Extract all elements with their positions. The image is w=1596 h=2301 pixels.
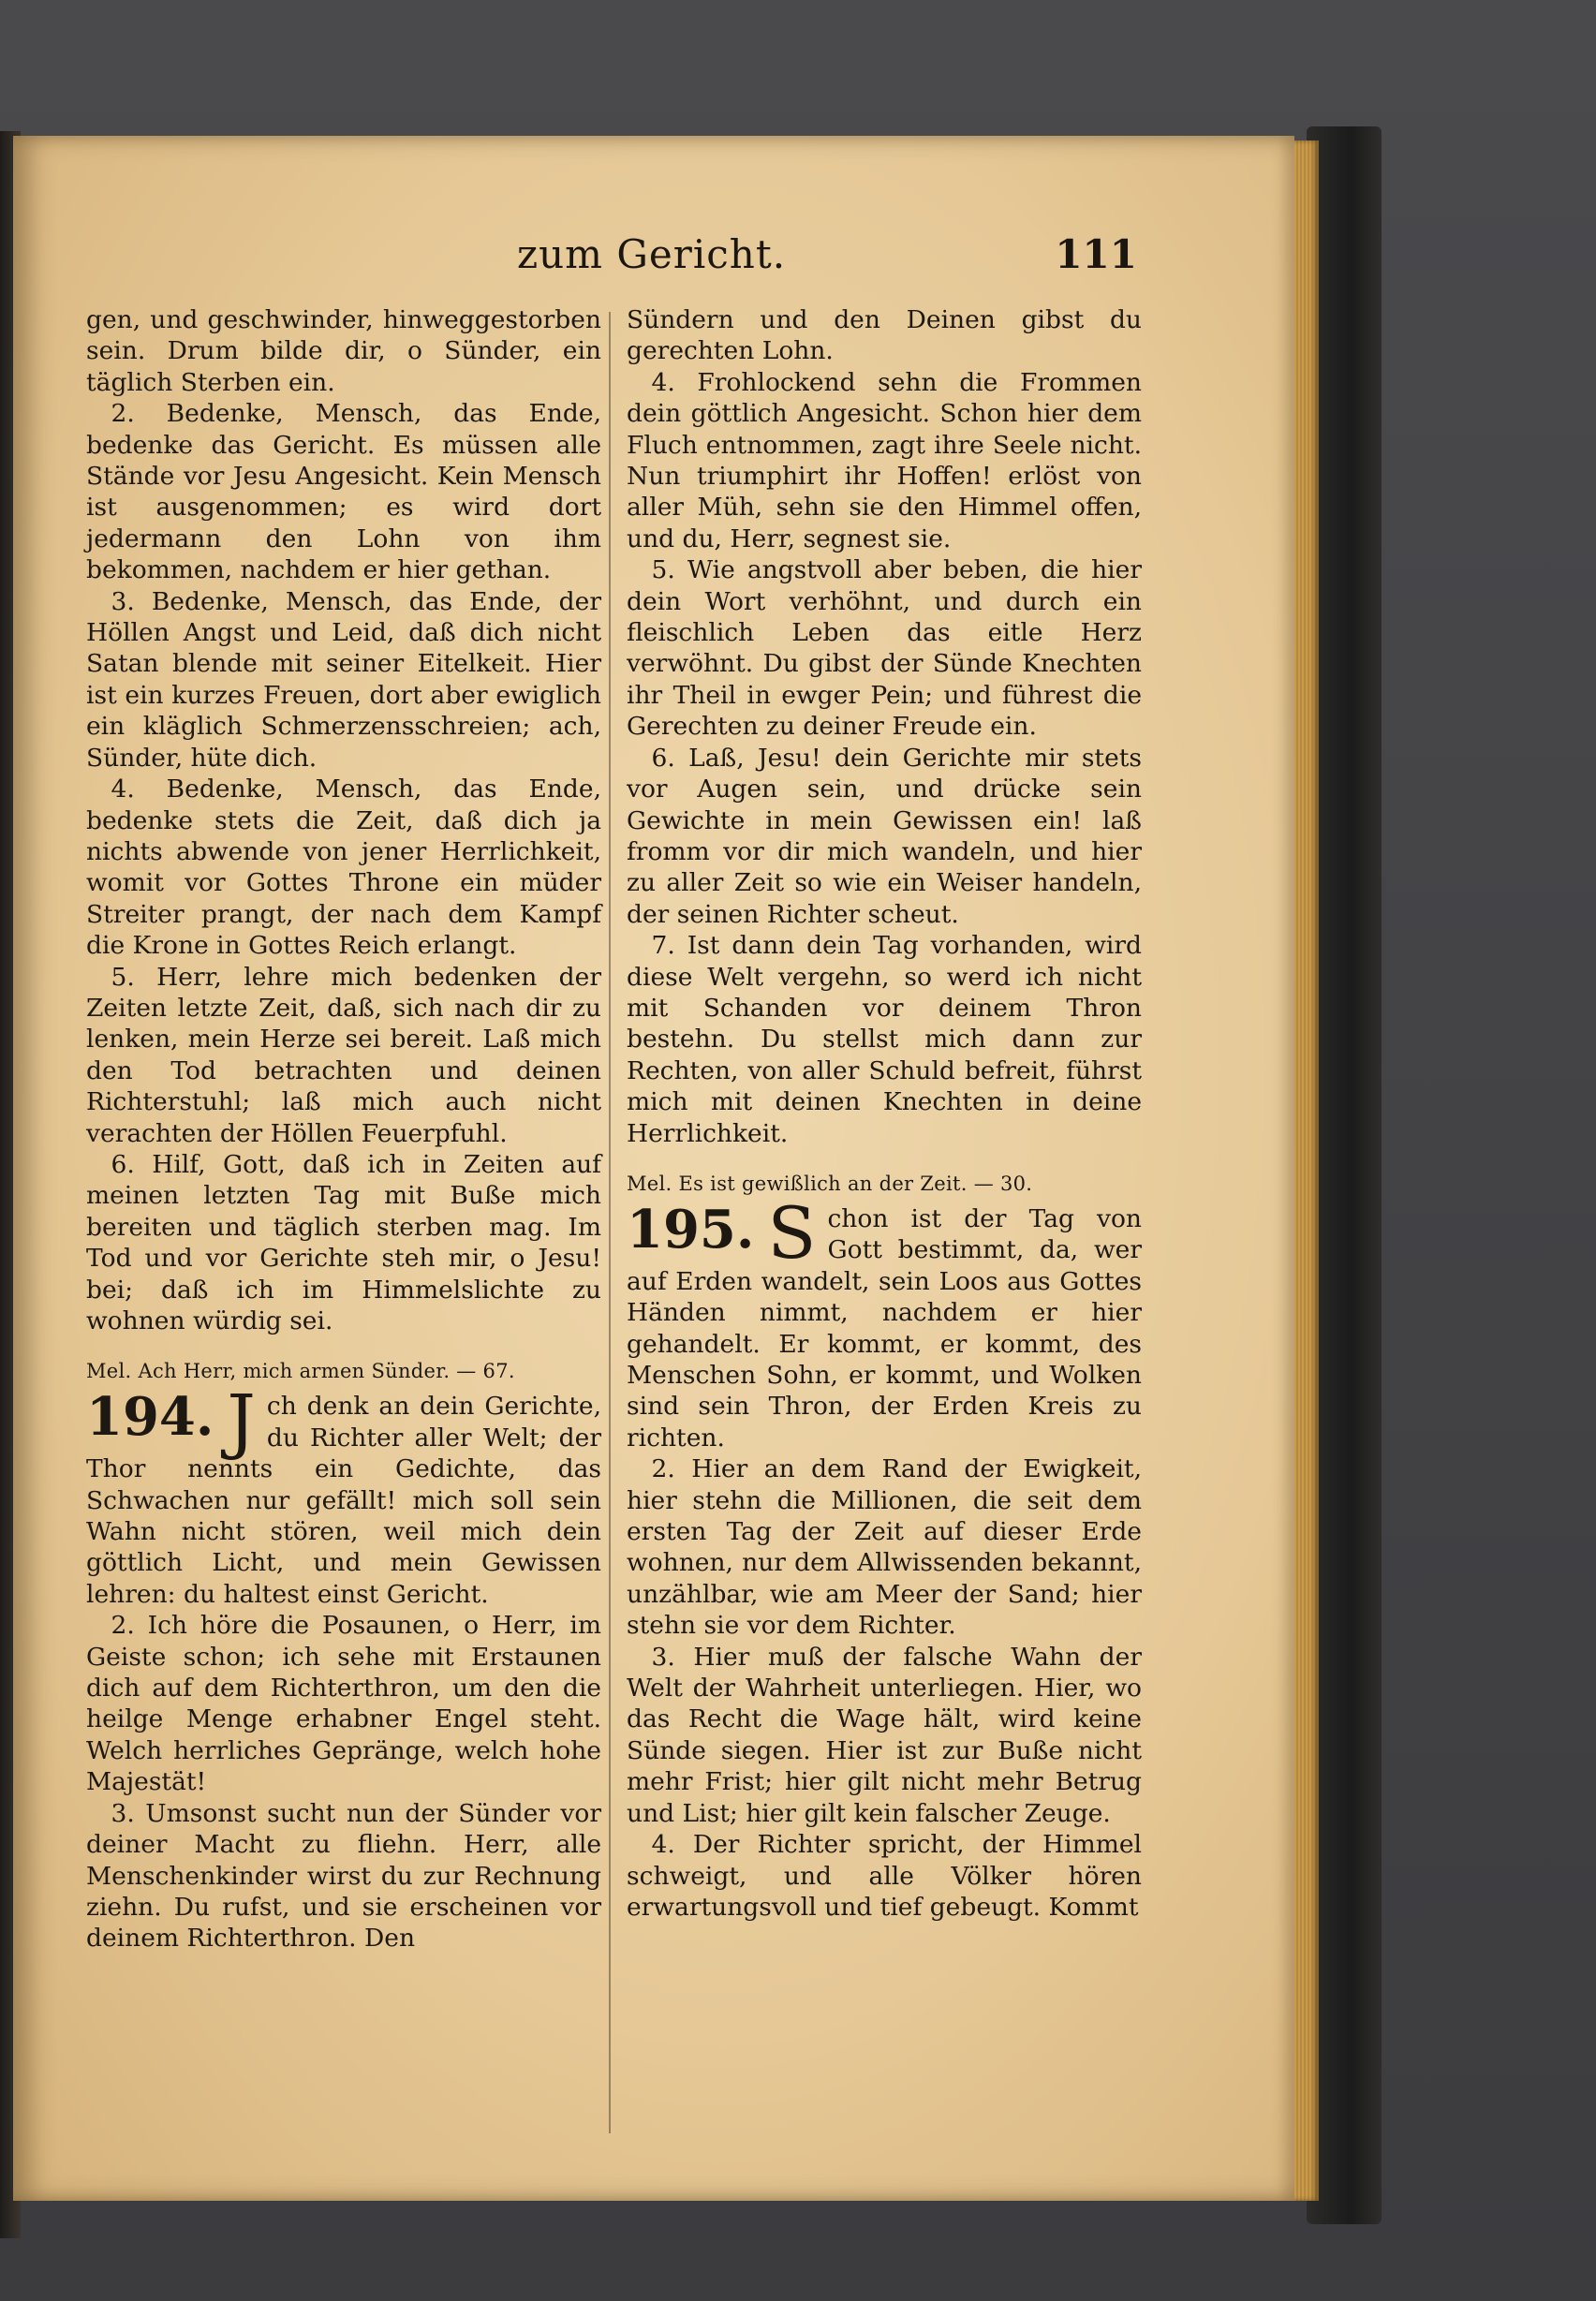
page-edges (1291, 140, 1319, 2201)
hymn-number: 195. (627, 1198, 755, 1261)
column-divider (609, 312, 611, 2133)
running-head (107, 231, 1137, 297)
verse: 5. Wie angstvoll aber beben, die hier dein Wort verhöhnt, und durch ein fleischlich Leben das eitle Herz verwöhnt. Du gibst der Sünde Knechten ihr Theil in ewger Pein; und führest die Gerechten zu deiner Freude ein. (627, 555, 1142, 742)
verse: 4. Frohlockend sehn die Frommen dein göttlich Angesicht. Schon hier dem Fluch entnommen, zagt ihre Seele nicht. Nun triumphirt ihr Hoffen! erlöst von aller Müh, sehn sie den Himmel offen, und du, Herr, segnest sie. (627, 367, 1142, 553)
hymn-first-verse: chon ist der Tag von Gott bestimmt, da, wer auf Erden wandelt, sein Loos aus Gottes Händen nimmt, nachdem er hier gehandelt. Er kommt, er kommt, des Menschen Sohn, er kommt, und Wolken sind sein Thron, der Erden Kreis zu richten. (627, 1203, 1142, 1453)
verse: 7. Ist dann dein Tag vorhanden, wird diese Welt vergehn, so werd ich nicht mit Schanden vor deinem Thron bestehn. Du stellst mich dann zur Rechten, von aller Schuld befreit, führst mich mit deinen Knechten in deine Herrlichkeit. (627, 931, 1142, 1148)
hymn-number: 194. (86, 1386, 214, 1449)
verse: 4. Bedenke, Mensch, das Ende, bedenke stets die Zeit, daß dich ja nichts abwende von jener Herrlichkeit, womit vor Gottes Throne ein müder Streiter prangt, der nach dem Kampf die Krone in Gottes Reich erlangt. (86, 774, 601, 961)
verse: 3. Umsonst sucht nun der Sünder vor deiner Macht zu fliehn. Herr, alle Menschenkinder wirst du zur Rechnung ziehn. Du rufst, und sie erscheinen vor deinem Richterthron. Den (86, 1798, 601, 1954)
verse: 6. Laß, Jesu! dein Gerichte mir stets vor Augen sein, und drücke sein Gewichte in mein Gewissen ein! laß fromm vor dir mich wandeln, und hier zu aller Zeit so wie ein Weiser handeln, der seinen Richter scheut. (627, 743, 1142, 929)
verse: 4. Der Richter spricht, der Himmel schweigt, und alle Völker hören erwartungsvoll und tief gebeugt. Kommt (627, 1830, 1142, 1922)
verse: 6. Hilf, Gott, daß ich in Zeiten auf meinen letzten Tag mit Buße mich bereiten und täglich sterben mag. Im Tod und vor Gerichte steh mir, o Jesu! bei; daß ich im Himmelslichte zu wohnen würdig sei. (86, 1149, 601, 1335)
paragraph: Sündern und den Deinen gibst du gerechten Lohn. (627, 305, 1142, 366)
hymn-195 (627, 1190, 1142, 1923)
paragraph: gen, und geschwinder, hinweggestorben sein. Drum bilde dir, o Sünder, ein täglich Sterben ein. (86, 305, 601, 397)
drop-cap: S (767, 1190, 817, 1275)
verse: 2. Bedenke, Mensch, das Ende, bedenke das Gericht. Es müssen alle Stände vor Jesu Angesicht. Kein Mensch ist ausgenommen; es wird dort jedermann den Lohn von ihm bekommen, nachdem er hier gethan. (86, 399, 601, 585)
right-column (627, 304, 1142, 1923)
verse: 5. Herr, lehre mich bedenken der Zeiten letzte Zeit, daß, sich nach dir zu lenken, mein Herze sei bereit. Laß mich den Tod betrachten und deinen Richterstuhl; laß mich auch nicht verachten der Höllen Feuerpfuhl. (86, 962, 601, 1148)
melody-line: Mel. Es ist gewißlich an der Zeit. — 30. (627, 1172, 1033, 1195)
verse: 3. Bedenke, Mensch, das Ende, der Höllen Angst und Leid, daß dich nicht Satan blende mit seiner Eitelkeit. Hier ist ein kurzes Freuen, dort aber ewiglich ein kläglich Schmerzensschreien; ach, Sünder, hüte dich. (86, 586, 601, 773)
page-number: 111 (1055, 231, 1137, 277)
verse: 3. Hier muß der falsche Wahn der Welt der Wahrheit unterliegen. Hier, wo das Recht die Wage hält, wird keine Sünde siegen. Hier ist zur Buße nicht mehr Frist; hier gilt nicht mehr Betrug und List; hier gilt kein falscher Zeuge. (627, 1642, 1142, 1828)
left-column (86, 304, 601, 1954)
hymn-first-verse: ch denk an dein Gerichte, du Richter aller Welt; der Thor nennts ein Gedichte, das Schwachen nur gefällt! mich soll sein Wahn nicht stören, weil mich dein göttlich Licht, und mein Gewissen lehren: du haltest einst Gericht. (86, 1392, 601, 1609)
header-title: zum Gericht. (517, 231, 787, 277)
book-page (13, 136, 1294, 2201)
drop-cap: J (227, 1379, 256, 1463)
melody-line: Mel. Ach Herr, mich armen Sünder. — 67. (86, 1360, 515, 1383)
verse: 2. Ich höre die Posaunen, o Herr, im Geiste schon; ich sehe mit Erstaunen dich auf dem Richterthron, um den die heilge Menge erhabner Engel steht. Welch herrliches Gepränge, welch hohe Majestät! (86, 1611, 601, 1797)
hymn-194 (86, 1379, 601, 1954)
verse: 2. Hier an dem Rand der Ewigkeit, hier stehn die Millionen, die seit dem ersten Tag der Zeit auf dieser Erde wohnen, nur dem Allwissenden bekannt, unzählbar, wie am Meer der Sand; hier stehn sie vor dem Richter. (627, 1454, 1142, 1641)
